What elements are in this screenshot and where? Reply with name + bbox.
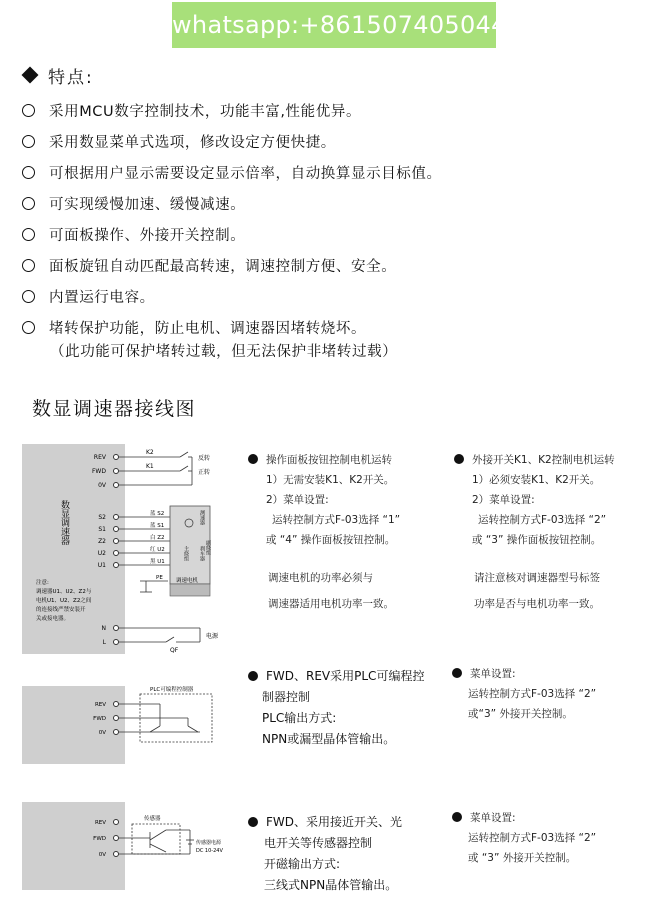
- filled-bullet-icon: [248, 454, 258, 464]
- terminal-0v: 0V: [98, 730, 106, 736]
- terminal-0v: 0V: [98, 482, 106, 489]
- filled-bullet-icon: [452, 668, 462, 678]
- note-line: 调速器U1、U2、Z2与: [36, 589, 92, 595]
- circle-bullet-icon: [22, 228, 35, 241]
- terminal-s2: S2: [98, 514, 106, 521]
- terminal-dot: [114, 483, 119, 488]
- wiring-diagram-sensor: [0, 800, 240, 896]
- circle-bullet-icon: [22, 321, 35, 334]
- note-line: 注意:: [36, 580, 49, 586]
- whatsapp-banner: whatsapp:+8615074050449: [172, 2, 496, 48]
- note-line: 电机U1、U2、Z2之间: [36, 598, 92, 604]
- col1-text: 操作面板按钮控制电机运转 1）无需安装K1、K2开关。 2）菜单设置: 运转控制方式F-03选择 “1” 或 “4” 操作面板按钮控制。: [248, 450, 448, 550]
- motor-name: 调速电机: [176, 578, 199, 584]
- feature-item: 可根据用户显示需要设定显示倍率，自动换算显示目标值。: [22, 161, 442, 183]
- power-label: 电源: [206, 633, 219, 640]
- terminal-u1: U1: [97, 562, 106, 569]
- terminal-rev: REV: [94, 702, 106, 708]
- plc-text: FWD、REV采用PLC可编程控 制器控制 PLC输出方式: NPN或漏型晶体管输出。: [248, 666, 448, 750]
- filled-bullet-icon: [454, 454, 464, 464]
- wiring-diagram-plc: [0, 680, 240, 770]
- motor-label: 测速器: [199, 510, 205, 525]
- sensor-box-label: 传感器: [144, 816, 161, 822]
- sensor-text: FWD、采用接近开关、光 电开关等传感器控制 开磁输出方式: 三线式NPN晶体管输出。: [248, 812, 448, 896]
- circle-bullet-icon: [22, 259, 35, 272]
- feature-item: 采用MCU数字控制技术，功能丰富,性能优异。: [22, 99, 361, 121]
- terminal-0v: 0V: [98, 852, 106, 858]
- forward-label: 正转: [198, 469, 211, 476]
- switch-k1-label: K1: [146, 463, 154, 470]
- motor-label: 刹车器: [199, 546, 205, 561]
- feature-item: 堵转保护功能，防止电机、调速器因堵转烧坏。: [22, 316, 366, 338]
- circle-bullet-icon: [22, 135, 35, 148]
- terminal-u2: U2: [97, 550, 106, 557]
- diamond-bullet-icon: [22, 67, 39, 84]
- col1-heading: 操作面板按钮控制电机运转: [248, 450, 448, 470]
- col2-notes: 请注意核对调速器型号标签 功率是否与电机功率一致。: [474, 572, 600, 610]
- breaker-label: QF: [170, 647, 179, 654]
- wire-label: 蓝 S2: [150, 511, 165, 517]
- circle-bullet-icon: [22, 166, 35, 179]
- terminal-n: N: [101, 625, 106, 632]
- features-title: 特点:: [48, 67, 94, 88]
- features-heading: [20, 62, 94, 88]
- feature-item: 内置运行电容。: [22, 285, 155, 307]
- feature-item: 可面板操作、外接开关控制。: [22, 223, 245, 245]
- feature-item: 采用数显菜单式选项，修改设定方便快捷。: [22, 130, 336, 152]
- feature-item: 面板旋钮自动匹配最高转速，调速控制方便、安全。: [22, 254, 396, 276]
- wire-label: 蓝 S1: [150, 523, 165, 529]
- filled-bullet-icon: [452, 812, 462, 822]
- feature-item: 可实现缓慢加速、缓慢减速。: [22, 192, 245, 214]
- wire-label: 黑 U1: [150, 559, 165, 565]
- note-line: 的连接线严禁安装开: [36, 607, 86, 613]
- switch-k2-icon: [180, 452, 188, 457]
- terminal-rev: REV: [93, 454, 106, 461]
- terminal-dot: [114, 455, 119, 460]
- terminal-s1: S1: [98, 526, 106, 533]
- sensor-box: [132, 824, 180, 854]
- panel-title: 数显调速器: [59, 500, 69, 545]
- wiring-diagram-main: [0, 440, 240, 662]
- col1-notes: 调速电机的功率必须与 调速器适用电机功率一致。: [268, 572, 394, 610]
- switch-k1-icon: [180, 466, 188, 471]
- terminal-rev: REV: [94, 820, 106, 826]
- motor-label: 主绕组: [183, 546, 189, 561]
- wire-label-pe: PE: [156, 575, 163, 581]
- col2-text: 外接开关K1、K2控制电机运转 1）必须安装K1、K2开关。 2）菜单设置: 运转控制方式F-03选择 “2” 或 “3” 操作面板按钮控制。: [454, 450, 664, 550]
- circle-bullet-icon: [22, 104, 35, 117]
- plc-box-label: PLC可编程控制器: [150, 687, 194, 693]
- circle-bullet-icon: [22, 290, 35, 303]
- terminal-fwd: FWD: [93, 716, 106, 722]
- section-title: 数显调速器接线图: [32, 398, 197, 420]
- circle-bullet-icon: [22, 197, 35, 210]
- terminal-l: L: [102, 639, 106, 646]
- terminal-dot: [114, 469, 119, 474]
- terminal-fwd: FWD: [93, 836, 106, 842]
- plc-menu: 菜单设置: 运转控制方式F-03选择 “2” 或“3” 外接开关控制。: [452, 664, 662, 724]
- motor-label: 副绕组: [205, 540, 211, 555]
- sensor-power-voltage: DC 10-24V: [196, 848, 223, 854]
- feature-note: （此功能可保护堵转过载，但无法保护非堵转过载）: [50, 344, 398, 360]
- wire-label: 白 Z2: [150, 535, 165, 541]
- motor-base: [170, 584, 210, 596]
- reverse-label: 反转: [198, 455, 211, 462]
- switch-k2-label: K2: [146, 449, 154, 456]
- breaker-icon: [166, 637, 174, 642]
- col2-heading: 外接开关K1、K2控制电机运转: [454, 450, 664, 470]
- filled-bullet-icon: [248, 817, 258, 827]
- filled-bullet-icon: [248, 671, 258, 681]
- terminal-z2: Z2: [98, 538, 106, 545]
- note-line: 关或接电器。: [36, 616, 70, 622]
- wire-label: 红 U2: [150, 547, 165, 553]
- terminal-fwd: FWD: [91, 468, 106, 475]
- sensor-power-label: 传感器电源: [196, 840, 222, 846]
- sensor-menu: 菜单设置: 运转控制方式F-03选择 “2” 或 “3” 外接开关控制。: [452, 808, 662, 868]
